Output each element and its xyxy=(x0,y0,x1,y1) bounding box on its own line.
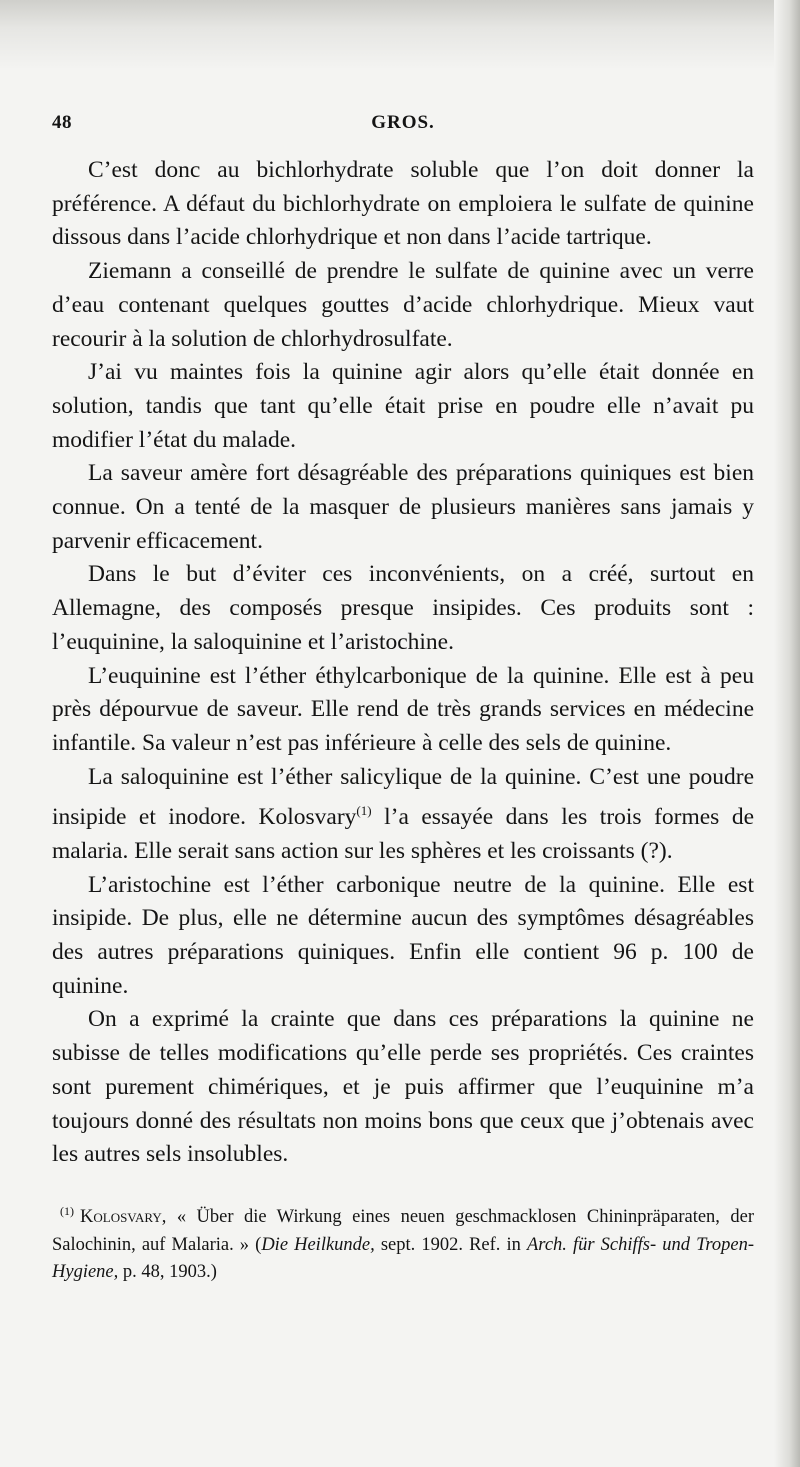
footnote-reference: (1) xyxy=(356,803,372,819)
page-content xyxy=(52,112,754,1287)
paragraph: L’aristochine est l’éther carbonique neutre de la quinine. Elle est insipide. De plus, elle ne détermine aucun des symptômes désagréables des autres préparations quiniques. Enfin elle contient 96 p. 100 de quinine. xyxy=(52,871,754,999)
paragraph-text: La saloquinine est l’éther salicylique de la quinine. C’est une poudre insipide et inodore. Kolosvary xyxy=(52,763,754,831)
scan-shadow-top xyxy=(0,0,800,70)
footnote-title: « Über die Wirkung eines neuen geschmacklosen Chininpräparaten, der Salochinin, auf Malaria. » ( xyxy=(52,1207,754,1255)
footnote xyxy=(52,1198,754,1287)
paragraph: C’est donc au bichlorhydrate soluble que l’on doit donner la préférence. A défaut du bichlorhydrate on emploiera le sulfate de quinine dissous dans l’acide chlorhydrique et non dans l’acide tartrique. xyxy=(52,157,754,251)
footnote-archive: Arch. für Schiffs- und Tropen-Hygiene, xyxy=(52,1234,754,1283)
running-head xyxy=(52,112,754,142)
scan-shadow-right xyxy=(774,0,800,1467)
page-number: 48 xyxy=(52,112,72,133)
paragraph-text: l’a essayée dans les trois formes de malaria. Elle serait sans action sur les sphères et les croissants (?). xyxy=(52,804,754,864)
running-title: GROS. xyxy=(371,112,435,133)
paragraph: Ziemann a conseillé de prendre le sulfate de quinine avec un verre d’eau contenant quelques gouttes d’acide chlorhydrique. Mieux vaut recourir à la solution de chlorhydrosulfate. xyxy=(52,258,754,352)
paragraph: L’euquinine est l’éther éthylcarbonique de la quinine. Elle est à peu près dépourvue de saveur. Elle rend de très grands services en médecine infantile. Sa valeur n’est pas inférieure à celle des sels de quinine. xyxy=(52,662,754,756)
footnote-mark: (1) xyxy=(60,1203,74,1218)
paragraph xyxy=(52,761,754,869)
paragraph: On a exprimé la crainte que dans ces préparations la quinine ne subisse de telles modifications qu’elle perde ses propriétés. Ces craintes sont purement chimériques, et je puis affirmer que l’euquinine m’a toujours donné des résultats non moins bons que ceux que j’obtenais avec les autres sels insolubles. xyxy=(52,1006,754,1168)
footnote-author: Kolosvary, xyxy=(80,1207,167,1228)
footnote-pages: p. 48, 1903.) xyxy=(118,1262,217,1283)
paragraph: La saveur amère fort désagréable des préparations quiniques est bien connue. On a tenté de la masquer de plusieurs manières sans jamais y parvenir efficacement. xyxy=(52,460,754,554)
paragraph: Dans le but d’éviter ces inconvénients, on a créé, surtout en Allemagne, des composés presque insipides. Ces produits sont : l’euquinine, la saloquinine et l’aristochine. xyxy=(52,561,754,655)
paragraph: J’ai vu maintes fois la quinine agir alors qu’elle était donnée en solution, tandis que tant qu’elle était prise en poudre elle n’avait pu modifier l’état du malade. xyxy=(52,359,754,453)
footnote-text xyxy=(52,1198,754,1287)
footnote-journal: Die Heilkunde, xyxy=(261,1234,375,1255)
footnote-date: sept. 1902. Ref. in xyxy=(374,1234,527,1255)
body-text xyxy=(52,154,754,1172)
